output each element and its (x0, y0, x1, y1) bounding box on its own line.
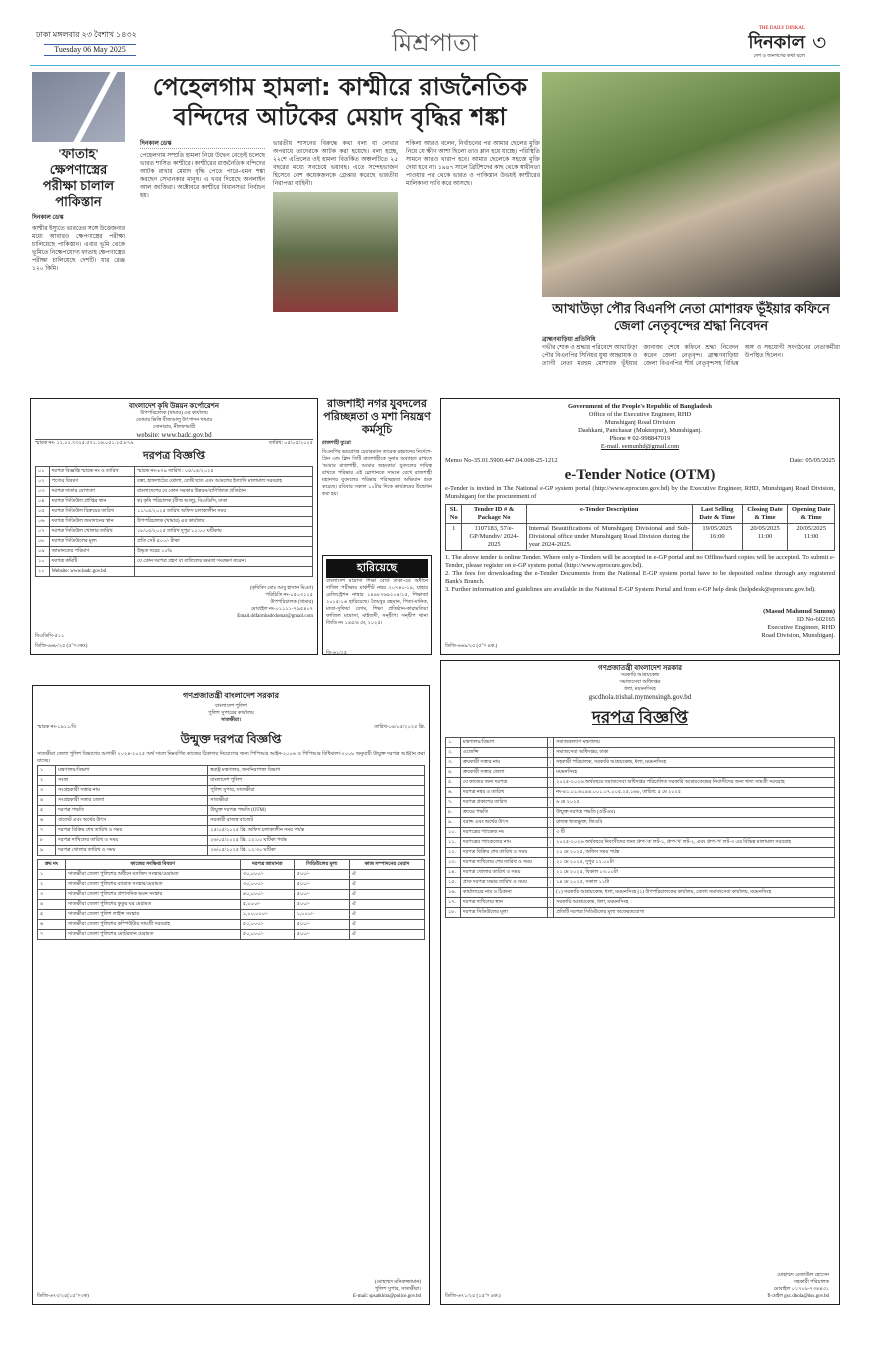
photo-story-byline: ব্রাহ্মণবাড়িয়া প্রতিনিধি (542, 337, 596, 343)
separator: : (547, 818, 553, 828)
table-cell: সংস্থা (56, 776, 208, 786)
table-cell: জামানতের পরিমাণ (49, 547, 134, 557)
tribute-photo (542, 72, 840, 297)
table-cell: ১৪. (446, 868, 461, 878)
table-cell: ৫০,০০০/- (240, 920, 294, 930)
table-row (36, 537, 313, 547)
table-cell: ৩. (446, 758, 461, 768)
separator: : (547, 868, 553, 878)
table-row (38, 806, 425, 816)
table-cell: ১৩. (446, 858, 461, 868)
column-header: ক্রম নং (38, 860, 66, 870)
table-cell: ৫ (38, 806, 56, 816)
table-cell: ৯. (446, 818, 461, 828)
table-cell: ১,০০,০০০/- (240, 910, 294, 920)
date-bangla: ঢাকা মঙ্গলবার ২৩ বৈশাখ ১৪৩২ (36, 30, 137, 39)
table-cell: ঐ (349, 870, 424, 880)
table-cell: ১৬. (446, 888, 461, 898)
rajshahi-headline: রাজশাহী নগর যুবদলের পরিচ্ছন্নতা ও মশা নিয়ন্ত্রণ কর্মসূচি (323, 398, 431, 436)
table-cell: মন্ত্রণালয়/বিভাগ (56, 766, 208, 776)
column-header: সিডিউলের মূল্য (294, 860, 349, 870)
separator: : (547, 748, 553, 758)
lead-photo (273, 192, 398, 312)
side-headline: 'ফাতাহ' ক্ষেপণাস্ত্রের পরীক্ষা চালাল পাকিস্তান (42, 146, 115, 209)
table-row (36, 487, 313, 497)
table-cell: ৩ (38, 786, 56, 796)
table-cell: ২০২৫-২০২৬ অর্থবছরে নিবাসীদের জন্য গ্রুপ-'ক' লট-১, গ্রুপ-'খ' লট-২, এবং গ্রুপ-'গ' লট-৩ এর বিভিন্ন মালামাল সরবরাহ (554, 838, 835, 848)
table-cell: সমাজসেবা অধিদপ্তর, ঢাকা (554, 748, 835, 758)
table-cell: ক্রয়কারী সত্তার নাম (460, 758, 547, 768)
table-cell: দরপত্র বিক্রির শেষ তারিখ ও সময় (460, 848, 547, 858)
table-cell: ঐ (349, 930, 424, 940)
separator: : (547, 768, 553, 778)
lead-col-1: পেহেলগাম সম্প্রতি হামলা নিয়ে উদ্বেগ বেড়েই চলেছে ভারত শাসিত কাশ্মীরে। কাশ্মীরের রাজনৈতিক বন্দিদের আটক রাখার মেয়াদ বৃদ্ধি পেতে পারে-এমন শঙ্কা করছেন সেখানকার মানুষ। এ খবর দিয়েছে অনলাইন আল জাজিরা। অক্টোবরে কাশ্মীরে বিধানসভা নির্বাচন হয়। (140, 153, 265, 199)
table-cell: বাংলাদেশের যে কোন সরকার উন্নয়ন/বাণিজ্যিক প্রতিষ্ঠান (135, 487, 313, 497)
badc-title: দরপত্র বিজ্ঞপ্তি (142, 450, 206, 462)
table-cell: দরপত্র দাখিলের তারিখ ও সময় (56, 836, 208, 846)
separator: : (547, 888, 553, 898)
table-cell: ২০ মে ২০২৫, অফিস সময় পর্যন্ত (554, 848, 835, 858)
table-cell: ৫০০/- (294, 900, 349, 910)
table-cell: ০৮ (36, 537, 50, 547)
table-cell: উন্মুক্ত দরপত্র পদ্ধতি (OTM) (208, 806, 425, 816)
table-cell: ৯ (38, 846, 56, 856)
table-row (446, 898, 835, 908)
table-cell: ৩০,০০০/- (240, 880, 294, 890)
table-cell: ০৫ (36, 507, 50, 517)
date-english: Tuesday 06 May 2025 (44, 44, 136, 56)
table-row (446, 768, 835, 778)
table-row (38, 846, 425, 856)
table-cell: দরপত্র দাখিলের শেষ তারিখ ও সময় (460, 858, 547, 868)
table-cell: ১৭. (446, 898, 461, 908)
table-row (36, 497, 313, 507)
table-cell: দরপত্র পদ্ধতি (56, 806, 208, 816)
table-row (38, 880, 425, 890)
table-cell: ৩ টি (554, 828, 835, 838)
table-row (446, 808, 835, 818)
table-cell: দরপত্র দাখিলের স্থান (460, 898, 547, 908)
table-cell: মন্ত্রণালয়/বিভাগ (460, 738, 547, 748)
rajshahi-story (322, 398, 432, 552)
table-cell: দরপত্র সিডিউলের মূল্য (460, 908, 547, 918)
table-cell: ১১ (36, 567, 50, 577)
table-cell: ১ (38, 766, 56, 776)
table-row (446, 848, 835, 858)
tender-note: 3. Further information and guidelines are available in the National E-GP System Portal and from e-GP help desk (helpdesk@eprocure.gov.bd). (445, 586, 816, 593)
table-cell: ২. (446, 748, 461, 758)
table-cell: ৩০,০০০/- (240, 870, 294, 880)
side-story (32, 72, 125, 392)
table-cell: স্মারক নং-৮৭৯ তারিখ : ০৫/০৫/২০২৫ (135, 467, 313, 477)
lead-col-2: ভারতীয় শাসনের বিরুদ্ধে কথা বলা বা লেখার অপরাধে তাদেরকে আটক করা হয়েছে। বলা হচ্ছে, ২২শে এপ্রিলের ওই হামলা বিতর্কিত অঞ্চলটিতে ২৫ বছরের মধ্যে সবচেয়ে ভয়াবহ। এতে সন্দেহভাজন হিসেবে বেশ কয়েকজনকে গ্রেপ্তার করেছে ভারতীয় নিরাপত্তা বাহিনী। (273, 141, 398, 187)
table-cell: ৭. (446, 798, 461, 808)
table-cell: ৪ (38, 900, 66, 910)
police-title: উন্মুক্ত দরপত্র বিজ্ঞপ্তি (180, 732, 282, 746)
missile-photo (32, 72, 125, 142)
table-row (446, 748, 835, 758)
table-cell: 20/05/2025 11:00 (742, 524, 788, 551)
table-cell: সরকারী রাজস্ব বাজেট (208, 816, 425, 826)
separator: : (547, 858, 553, 868)
column-header: SL No (446, 505, 462, 524)
table-cell: ১ (38, 870, 66, 880)
table-cell: ৬ মে ২০২৫ (554, 798, 835, 808)
column-header: Opening Date & Time (788, 505, 835, 524)
table-cell: 19/05/2025 16:00 (692, 524, 742, 551)
table-row (36, 507, 313, 517)
header-rule (30, 65, 840, 66)
table-cell: ১৪ মে ২০২৫, সকাল ১১টা (554, 878, 835, 888)
table-cell: ২০২৫-২০২৬ অর্থবছরে সমাজসেবা অধিদপ্তর পরিচালিত সরকারি আশ্রয়কেন্দ্রের নিবাসীদের জন্য খাদ্য সামগ্রী সরবরাহ (554, 778, 835, 788)
table-cell: ১১. (446, 838, 461, 848)
table-cell: ময়মনসিংহ (554, 768, 835, 778)
table-cell: ৪০,০০০/- (240, 890, 294, 900)
etender-title: e-Tender Notice (OTM) (564, 467, 716, 483)
table-row (36, 527, 313, 537)
table-row (38, 920, 425, 930)
table-cell: ৩ (38, 890, 66, 900)
table-row (38, 796, 425, 806)
table-cell: ৫ (38, 910, 66, 920)
table-row (38, 826, 425, 836)
table-cell: ১০. (446, 828, 461, 838)
table-cell: ঐ (349, 900, 424, 910)
social-info-table (445, 737, 835, 918)
table-cell: ০৬ (36, 517, 50, 527)
police-info-table (37, 765, 425, 856)
table-cell: Website: www.badc.gov.bd (49, 567, 134, 577)
table-cell: ৭ (38, 826, 56, 836)
table-cell: উন্মুক্ত দরপত্র পদ্ধতি (ওটিএম) (554, 808, 835, 818)
table-cell: ৬ (38, 816, 56, 826)
separator: : (547, 778, 553, 788)
table-cell: উপপরিচালক (খামার) এর কার্যালয় (135, 517, 313, 527)
tender-note: 1. The above tender is online Tender. Where only e-Tenders will be accepted in e-GP portal and no Offline/hard copies will be accepted. To submit e-Tender, please register on e-GP system portal (http://www.eprocure.gov.bd). (445, 554, 835, 569)
table-cell: ৪. (446, 768, 461, 778)
table-cell: সরকারি আশ্রয়কেন্দ্র, ধলা, ময়মনসিংহ (554, 898, 835, 908)
table-cell: সমাজকল্যাণ মন্ত্রণালয় (554, 738, 835, 748)
table-cell: ৭ (38, 930, 66, 940)
table-cell: ০২ (36, 477, 50, 487)
table-cell: দরপত্র সিডিউল বিক্রয়ের তারিখ (49, 507, 134, 517)
table-cell: ৪ (38, 796, 56, 806)
table-cell: সংগ্রহকারী সত্তার নাম (56, 786, 208, 796)
table-row (38, 816, 425, 826)
table-cell: ক্রয়কারী সত্তার জেলা (460, 768, 547, 778)
table-cell: দরপত্র খোলার তারিখ ও সময় (56, 846, 208, 856)
table-cell: ৮ (38, 836, 56, 846)
side-body: কাশ্মীর ইস্যুতে ভারতের সঙ্গে উত্তেজনার মধ্যে আবারও ক্ষেপণাস্ত্রের পরীক্ষা চালিয়েছে পাকিস্তান। এবার ভূমি থেকে ভূমিতে নিক্ষেপযোগ্য ফাতাহ ক্ষেপণাস্ত্রের পরীক্ষা চালিয়েছে দেশটি। যার রেঞ্জ ১২০ কিমি। (32, 226, 125, 272)
table-cell: দরপত্র কমিটি (49, 557, 134, 567)
table-cell: ৫০০/- (294, 920, 349, 930)
separator: : (547, 798, 553, 808)
table-cell: 1 (446, 524, 462, 551)
table-cell (135, 567, 313, 577)
table-row (38, 930, 425, 940)
table-cell: ১. (446, 738, 461, 748)
table-cell: ০৪ (36, 497, 50, 507)
table-row (38, 766, 425, 776)
etender-table (445, 504, 835, 551)
table-cell: ৬. (446, 788, 461, 798)
table-cell: ০৩ (36, 487, 50, 497)
table-cell: ০৯ (36, 547, 50, 557)
separator: : (547, 788, 553, 798)
table-cell: সহকারী পরিচালক, সরকারি আশ্রয়কেন্দ্র, ধলা, ময়মনসিংহ (554, 758, 835, 768)
table-row (446, 878, 835, 888)
table-cell: 1107183, 57/e- GP/Mundiv/ 2024-2025 (462, 524, 526, 551)
table-cell: সাতক্ষীরা জেলা পুলিশের অধীনে মসজিদ সংস্কার/মেরামত (65, 870, 240, 880)
table-row (446, 778, 835, 788)
table-cell: ৫০০/- (294, 870, 349, 880)
table-row (446, 818, 835, 828)
table-cell: ১৫. (446, 878, 461, 888)
table-cell: ১০ (36, 557, 50, 567)
table-cell: ঐ (349, 920, 424, 930)
table-cell: সাতক্ষীরা জেলা পুলিশের কুকুর ঘর মেরামত (65, 900, 240, 910)
lead-col-3: শকিলা আরও বলেন, নির্বাচনের পর আমার ছেলের মুক্তি নিয়ে যে ক্ষীণ আশা ছিলো তাও ম্লান হয়ে যাচ্ছে। পরিস্থিতি সামনে আরও খারাপ হবে। আমার ছেলেকে সহজে মুক্তি দেয়া হবে না। ১৯৪৭ সালে ব্রিটিশদের কাছ থেকে স্বাধীনতা পাওয়ার পর থেকে ভারত ও পাকিস্তান উভয়ই কাশ্মীরের মালিকানা দাবি করে আসছে। (406, 141, 540, 187)
lost-notice: হারিয়েছে বাংলাদেশ মাদ্রাসা শিক্ষা বোর্ড ঢাকা-এর অধীনে দাখিল পরীক্ষার মার্কশীট নম্বর ২০৭৪০-১৯, যাহার রেজিস্ট্রেশন নাম্বার ১৪৯৮৭৬৯২০৪/১৫, শিক্ষাবর্ষ ২০১৫-১৬ হারিয়েছে। তৈয়বুর রহমান, পিতা-মানিক, মাতা-সুফিয়া বেগম, শিক্ষা প্রতিষ্ঠান-কারামতিয়া ফাজিল মাদ্রাসা, মাইজদী, সন্দ্বীপ। সন্দ্বীপ থানা জিডি নং ১৪৫/৪ মে, ২০২৫। ডি-৬১/২৫ (322, 555, 432, 655)
table-cell: ২৬/০৫/২০২৫ খ্রি. ১২:০০ ঘটিকা পর্যন্ত (208, 836, 425, 846)
table-cell: ৫০০/- (294, 880, 349, 890)
table-cell: ১২. (446, 848, 461, 858)
column-header: দরপত্র জামানত (240, 860, 294, 870)
table-cell: ২১ মে ২০২৫, দুপুর ১২.০০টা (554, 858, 835, 868)
table-cell: সাতক্ষীরা জেলা পুলিশের ব্যারাক সংস্কার/মেরামত (65, 880, 240, 890)
separator: : (547, 738, 553, 748)
table-cell: ০১ (36, 467, 50, 477)
table-cell: উদ্ধৃত দরের ১০% (135, 547, 313, 557)
table-cell: ০৭ (36, 527, 50, 537)
table-cell: ১৮/০৫/২০২৫ তারিখ দুপুর ১২:০০ ঘটিকায় (135, 527, 313, 537)
table-cell: ক্রয়ের পদ্ধতি (460, 808, 547, 818)
separator: : (547, 878, 553, 888)
lead-headline: পেহেলগাম হামলা: কাশ্মীরে রাজনৈতিক বন্দিদের আটকের মেয়াদ বৃদ্ধির শঙ্কা (152, 73, 528, 131)
table-cell: প্রাক দরপত্র সভার তারিখ ও সময় (460, 878, 547, 888)
separator: : (547, 828, 553, 838)
table-cell: দরপত্রের প্যাকেজ নং (460, 828, 547, 838)
column-header: e-Tender Description (526, 505, 692, 524)
table-row (38, 890, 425, 900)
table-cell: এজেন্সি (460, 748, 547, 758)
separator: : (547, 848, 553, 858)
table-cell: ঐ (349, 890, 424, 900)
table-row (36, 567, 313, 577)
table-row (446, 838, 835, 848)
photo-story (542, 72, 840, 394)
rajshahi-byline: রাজশাহী ব্যুরো (322, 441, 351, 446)
table-cell: দরপত্র খোলার তারিখ ও সময় (460, 868, 547, 878)
table-cell: ২১ মে ২০২৫, বিকাল ০৩.০০টা (554, 868, 835, 878)
table-row (38, 870, 425, 880)
table-cell: প্রতি সেট ৫০০/- টাকা (135, 537, 313, 547)
table-cell: দরপত্র সিডিউলের মূল্য (49, 537, 134, 547)
table-cell: পণ্যের বিবরণ (49, 477, 134, 487)
table-cell: ৮. (446, 808, 461, 818)
separator: : (547, 758, 553, 768)
column-header: কাজের সংক্ষিপ্ত বিবরণ (65, 860, 240, 870)
table-cell: বরাদ্দ এবং অর্থের উৎস (460, 818, 547, 828)
badc-table (35, 466, 313, 577)
table-cell: (১) সরকারি আশ্রয়কেন্দ্র, ধলা, ময়মনসিংহ (২) উপপরিচালকের কার্যালয়, জেলা সমাজসেবা কার্যালয়, ময়মনসিংহ (554, 888, 835, 898)
table-cell: ঐ (349, 910, 424, 920)
table-cell: যে কাজের জন্য দরপত্র (460, 778, 547, 788)
table-cell: দরপত্র দাতার যোগ্যতা (49, 487, 134, 497)
table-cell: ১১/০৫/২০২৫ তারিখ অফিস চলাকালীন সময় (135, 507, 313, 517)
table-cell: ২ (38, 776, 56, 786)
etender-notice: Government of the People's Republic of Bangladesh Office of the Executive Engineer, RHD Munshiganj Road Division Dashkani, Panchasar (Mukterpur), Munshiganj. Phone # 02-998847019 E-mail. eemunhd@gmail.com Memo No-35.01.5900.447.04.008-25-1212 Date: 05/05/2025 e-Tender Notice (OTM) e-Tender is invited in The National e-GP system portal (http://www.eprocure.gov.bd) by the Executive Engineer, RHD, Munshiganj Road Division, Munshiganj for the procurement of SL No Tender ID # & Package No e-Tender Description Last Selling Date & Time Closing Date & Time Opening Date & Time 1 1107183, 57/e- GP/Mundiv/ 2024-2025 Internal Beautifications of Munshiganj Divisional and Sub-Divisional office under Munshiganj Road Division during the year 2024-2025. 19/05/2025 16:00 20/05/2025 11:00 20/05/2025 11:00 1. The above tender is online Tender. Where only e-Tenders will be accepted in e-GP portal and no Offline/hard copies will be accepted. To submit e-Tender, please register on e-GP system portal (http://www.eprocure.gov.bd). 2. The fees for downloading the e-Tender Documents from the National E-GP system portal have to be deposited online through any registered Bank's Branch. 3. Further information and guidelines are available in the National E-GP System Portal and from e-GP help desk (helpdesk@eprocure.gov.bd). (Masud Mahmud Sumon) ID No-602165 Executive Engineer, RHD Road Division, Munshiganj. ডিজি-৬৬৯/২৫ (৫"× ৪ক.) (440, 398, 840, 655)
table-row (38, 776, 425, 786)
table-row (38, 786, 425, 796)
table-row (36, 467, 313, 477)
table-cell: যে কোন দরপত্র গ্রহণ বা বাতিলের ক্ষমতা সংরক্ষণ করেন। (135, 557, 313, 567)
table-cell: ৫. (446, 778, 461, 788)
table-cell: ৫০০/- (294, 890, 349, 900)
table-cell: ২৬/০৫/২০২৫ খ্রি. ১২:৩০ ঘটিকা (208, 846, 425, 856)
tender-note: 2. The fees for downloading the e-Tender Documents from the National E-GP system portal have to be deposited online through any registered Bank's Branch. (445, 570, 835, 585)
table-cell: নং-৪১.০১.৬১৯৪.০০১.০৭.০০৫.২৫.১৬৮, তারিখ: ৫ মে ২০২৫ (554, 788, 835, 798)
table-cell: দরপত্রের প্যাকেজের নাম (460, 838, 547, 848)
table-row (446, 888, 835, 898)
table-cell: 20/05/2025 11:00 (788, 524, 835, 551)
table-cell: বস্তা, হাফলাঠের ঝোলা, তেষ্টি ছাত এবং আমলের ইত্যাদি মালামাল সরবরাহ (135, 477, 313, 487)
lead-story (140, 72, 540, 392)
police-tender-notice: গণপ্রজাতন্ত্রী বাংলাদেশ সরকার বাংলাদেশ পুলিশ পুলিশ সুপারের কার্যালয় সাতক্ষীরা। স্মারক নং-১৯১১/বি তারিখ-০৪/০৫/২০২৫ খ্রি. উন্মুক্ত দরপত্র বিজ্ঞপ্তি সাতক্ষীরা জেলা পুলিশ বিভাগের আগামী ২০২৪-২০২৫ অর্থ সালে নিম্নবর্ণিত কাজের ঠিকাদার নিয়োগের জন্য পিপিআর আইন-২০০৬ ও পিপিআর বিধিমালা-২০০৮ অনুযায়ী উন্মুক্ত দরপত্র আহ্বান করা যাচ্ছে। ১ মন্ত্রণালয়/বিভাগ স্বরাষ্ট্র মন্ত্রণালয়, জননিরাপত্তা বিভাগ ২ সংস্থা বাংলাদেশ পুলিশ ৩ সংগ্রহকারী সত্তার নাম পুলিশ সুপার, সাতক্ষীরা ৪ সংগ্রহকারী সত্তার জেলা সাতক্ষীরা ৫ দরপত্র পদ্ধতি উন্মুক্ত দরপত্র পদ্ধতি (OTM) ৬ বাজেট এবং অর্থের উৎস সরকারী রাজস্ব বাজেট ৭ দরপত্র বিক্রির শেষ তারিখ ও সময় ২৫/০৫/২০২৫ খ্রি. অফিস চলাকালীন সময় পর্যন্ত ৮ দরপত্র দাখিলের তারিখ ও সময় ২৬/০৫/২০২৫ খ্রি. ১২:০০ ঘটিকা পর্যন্ত ৯ দরপত্র খোলার তারিখ ও সময় ২৬/০৫/২০২৫ খ্রি. ১২:৩০ ঘটিকা ক্রম নং কাজের সংক্ষিপ্ত বিবরণ দরপত্র জামানত সিডিউলের মূল্য কাজ সম্পাদনের মেয়াদ ১ সাতক্ষীরা জেলা পুলিশের অধীনে মসজিদ সংস্কার/মেরামত ৩০,০০০/- ৫০০/- ঐ ২ সাতক্ষীরা জেলা পুলিশের ব্যারাক সংস্কার/মেরামত ৩০,০০০/- ৫০০/- ঐ ৩ সাতক্ষীরা জেলা পুলিশের প্রশাসনিক ভবন সংস্কার ৪০,০০০/- ৫০০/- ঐ ৪ সাতক্ষীরা জেলা পুলিশের কুকুর ঘর মেরামত ৫,০০০/- ৫০০/- ঐ ৫ সাতক্ষীরা জেলা পুলিশ লাইন্স সংস্কার ১,০০,০০০/- ১,০০০/- ঐ ৬ সাতক্ষীরা জেলা পুলিশের কম্পিউটার সামগ্রী সরবরাহ ৫০,০০০/- ৫০০/- ঐ ৭ সাতক্ষীরা জেলা পুলিশের মোটরযান মেরামত ৫০,০০০/- ৫০০/- ঐ (মোহাম্মদ মনিরুজ্জামান) পুলিশ সুপার, সাতক্ষীরা। E-mail: spsatkhira@police.gov.bd ডিজি-৬৭৩/২৫(১৫"×৩ক) (32, 685, 430, 1305)
table-row (36, 517, 313, 527)
photo-story-headline: আখাউড়া পৌর বিএনপি নেতা মোশারফ ভূঁইয়ার কফিনে জেলা নেতৃবৃন্দের শ্রদ্ধা নিবেদন (552, 301, 830, 333)
table-row (36, 557, 313, 567)
lead-byline: দিনকাল ডেস্ক (140, 140, 265, 149)
table-cell: ঐ (349, 880, 424, 890)
section-title: মিশ্রপাতা (392, 29, 478, 57)
table-cell: ৫০০/- (294, 930, 349, 940)
table-cell: দরপত্র প্রকাশের তারিখ (460, 798, 547, 808)
table-cell: সাতক্ষীরা (208, 796, 425, 806)
table-cell: ২ (38, 880, 66, 890)
table-row (36, 547, 313, 557)
table-cell: ৬ (38, 920, 66, 930)
social-title: দরপত্র বিজ্ঞপ্তি (592, 708, 688, 727)
table-cell: দরপত্র সিডিউল জমাদানের স্থান (49, 517, 134, 527)
column-header: Tender ID # & Package No (462, 505, 526, 524)
badc-tender-notice: বাংলাদেশ কৃষি উন্নয়ন কর্পোরেশন উপপরিচালক (খামার) এর কার্যালয় ডোমার ভিত্তি বীজআলু উৎপাদন খামার সোনারায়, নীলফামারী website: www.badc.gov.bd স্মারক নং- ১২.০২.৭৩১৫.৫৭১.১৬.০৫১.২৫.৮৭৯ তারিখ: ০৫/০৫/২০২৫ দরপত্র বিজ্ঞপ্তি ০১ দরপত্র বিজ্ঞপ্তি স্মারক নং ও তারিখ স্মারক নং-৮৭৯ তারিখ : ০৫/০৫/২০২৫ ০২ পণ্যের বিবরণ বস্তা, হাফলাঠের ঝোলা, তেষ্টি ছাত এবং আমলের ইত্যাদি মালামাল সরবরাহ ০৩ দরপত্র দাতার যোগ্যতা বাংলাদেশের যে কোন সরকার উন্নয়ন/বাণিজ্যিক প্রতিষ্ঠান ০৪ দরপত্র সিডিউল প্রাপ্তির স্থান ক) কৃষি পরিচালক (বীজ আলু), বিএডিসি, ঢাকা ০৫ দরপত্র সিডিউল বিক্রয়ের তারিখ ১১/০৫/২০২৫ তারিখ অফিস চলাকালীন সময় ০৬ দরপত্র সিডিউল জমাদানের স্থান উপপরিচালক (খামার) এর কার্যালয় ০৭ দরপত্র সিডিউল খোলার তারিখ ১৮/০৫/২০২৫ তারিখ দুপুর ১২:০০ ঘটিকায় ০৮ দরপত্র সিডিউলের মূল্য প্রতি সেট ৫০০/- টাকা ০৯ জামানতের পরিমাণ উদ্ধৃত দরের ১০% ১০ দরপত্র কমিটি যে কোন দরপত্র গ্রহণ বা বাতিলের ক্ষমতা সংরক্ষণ করেন। ১১ Website: www.badc.gov.bd (কৃষিবিদ মোঃ আবু হাসান মিঞা) পরিচিতি নং-০৫০৩১২৫ উপপরিচালক (খামার) মোবাইল নং-০১১১১-৭৯৫৪০৭ Email.ddfarmbadcdomar@gmail.com বিএডিসি-৫১১ ডিজি-৬৬৮/২৫ (৫"×৩কঃ) (30, 398, 318, 655)
table-cell: ৫০,০০০/- (240, 930, 294, 940)
social-service-tender-notice: গণপ্রজাতন্ত্রী বাংলাদেশ সরকার সরকারি আশ্রয়কেন্দ্র সমাজসেবা অধিদপ্তর ধলা, ময়মনসিংহ gscdhola.trishal.mymensingh.gov.bd দরপত্র বিজ্ঞপ্তি ১. মন্ত্রণালয়/বিভাগ : সমাজকল্যাণ মন্ত্রণালয় ২. এজেন্সি : সমাজসেবা অধিদপ্তর, ঢাকা ৩. ক্রয়কারী সত্তার নাম : সহকারী পরিচালক, সরকারি আশ্রয়কেন্দ্র, ধলা, ময়মনসিংহ ৪. ক্রয়কারী সত্তার জেলা : ময়মনসিংহ ৫. যে কাজের জন্য দরপত্র : ২০২৫-২০২৬ অর্থবছরে সমাজসেবা অধিদপ্তর পরিচালিত সরকারি আশ্রয়কেন্দ্রের নিবাসীদের জন্য খাদ্য সামগ্রী সরবরাহ ৬. দরপত্র নম্বর ও তারিখ : নং-৪১.০১.৬১৯৪.০০১.০৭.০০৫.২৫.১৬৮, তারিখ: ৫ মে ২০২৫ ৭. দরপত্র প্রকাশের তারিখ : ৬ মে ২০২৫ ৮. ক্রয়ের পদ্ধতি : উন্মুক্ত দরপত্র পদ্ধতি (ওটিএম) ৯. বরাদ্দ এবং অর্থের উৎস : রাজস্ব খাতভুক্ত, জিওবি ১০. দরপত্রের প্যাকেজ নং : ৩ টি ১১. দরপত্রের প্যাকেজের নাম : ২০২৫-২০২৬ অর্থবছরে নিবাসীদের জন্য গ্রুপ-'ক' লট-১, গ্রুপ-'খ' লট-২, এবং গ্রুপ-'গ' লট-৩ এর বিভিন্ন মালামাল সরবরাহ ১২. দরপত্র বিক্রির শেষ তারিখ ও সময় : ২০ মে ২০২৫, অফিস সময় পর্যন্ত ১৩. দরপত্র দাখিলের শেষ তারিখ ও সময় : ২১ মে ২০২৫, দুপুর ১২.০০টা ১৪. দরপত্র খোলার তারিখ ও সময় : ২১ মে ২০২৫, বিকাল ০৩.০০টা ১৫. প্রাক দরপত্র সভার তারিখ ও সময় : ১৪ মে ২০২৫, সকাল ১১টা ১৬. কার্যালয়ের নাম ও ঠিকানা : (১) সরকারি আশ্রয়কেন্দ্র, ধলা, ময়মনসিংহ (২) উপপরিচালকের কার্যালয়, জেলা সমাজসেবা কার্যালয়, ময়মনসিংহ ১৭. দরপত্র দাখিলের স্থান : সরকারি আশ্রয়কেন্দ্র, ধলা, ময়মনসিংহ ১৮. দরপত্র সিডিউলের মূল্য : প্রতিটি দরপত্র সিডিউলের মূল্য অফেরতযোগ্য মোহাম্মদ রেজাউল হোসেন সহকারী পরিচালক মোবাইল ০১৭০৯-৭৩৪৪৩১ ই-মেইল gsc.dhola@dss.gov.bd ডিজি-৬৭১/২৫ (১৫"× ৪ক.) (440, 660, 840, 1305)
table-row (446, 908, 835, 918)
table-row (38, 900, 425, 910)
table-cell: কার্যালয়ের নাম ও ঠিকানা (460, 888, 547, 898)
table-row (446, 738, 835, 748)
table-cell: দরপত্র বিক্রির শেষ তারিখ ও সময় (56, 826, 208, 836)
police-works-table (37, 859, 425, 940)
table-cell: সাতক্ষীরা জেলা পুলিশ লাইন্স সংস্কার (65, 910, 240, 920)
page-number: ৩ (812, 30, 827, 55)
table-cell: দরপত্র সিডিউল খোলার তারিখ (49, 527, 134, 537)
table-row (38, 910, 425, 920)
table-cell: দরপত্র বিজ্ঞপ্তি স্মারক নং ও তারিখ (49, 467, 134, 477)
table-cell: দরপত্র সিডিউল প্রাপ্তির স্থান (49, 497, 134, 507)
table-cell: পুলিশ সুপার, সাতক্ষীরা (208, 786, 425, 796)
side-byline: দিনকাল ডেস্ক (32, 215, 64, 221)
separator: : (547, 838, 553, 848)
table-cell: ২৫/০৫/২০২৫ খ্রি. অফিস চলাকালীন সময় পর্যন্ত (208, 826, 425, 836)
table-cell: স্বরাষ্ট্র মন্ত্রণালয়, জননিরাপত্তা বিভাগ (208, 766, 425, 776)
photo-story-body: গভীর শোক ও শ্রদ্ধার পরিবেশে আখাউড়া পৌর বিএনপির সিনিয়র যুগ্ম আহ্বায়ক ও ত্যাগী নেতা মরহুম মোশারফ ভূঁইয়ার জানাজা শেষে কফিনে শ্রদ্ধা নিবেদন করেন জেলা নেতৃবৃন্দ। ব্রাহ্মণবাড়িয়া জেলা বিএনপির শীর্ষ নেতৃবৃন্দসহ বিভিন্ন অঙ্গ ও সহযোগী সংগঠনের নেতাকর্মীরা উপস্থিত ছিলেন। (542, 345, 840, 367)
table-cell: ৫,০০০/- (240, 900, 294, 910)
table-row (446, 858, 835, 868)
table-cell: ১৮. (446, 908, 461, 918)
separator: : (547, 908, 553, 918)
separator: : (547, 808, 553, 818)
table-row (38, 836, 425, 846)
table-cell: দরপত্র নম্বর ও তারিখ (460, 788, 547, 798)
column-header: কাজ সম্পাদনের মেয়াদ (349, 860, 424, 870)
table-cell: সাতক্ষীরা জেলা পুলিশের মোটরযান মেরামত (65, 930, 240, 940)
table-cell: রাজস্ব খাতভুক্ত, জিওবি (554, 818, 835, 828)
table-cell: বাজেট এবং অর্থের উৎস (56, 816, 208, 826)
masthead-logo: THE DAILY DINKAL দিনকাল দেশ ও জনগণের কথা বলে (748, 26, 805, 59)
column-header: Closing Date & Time (742, 505, 788, 524)
table-row (446, 798, 835, 808)
table-cell: ১,০০০/- (294, 910, 349, 920)
table-cell: প্রতিটি দরপত্র সিডিউলের মূল্য অফেরতযোগ্য (554, 908, 835, 918)
table-cell: সাতক্ষীরা জেলা পুলিশের কম্পিউটার সামগ্রী সরবরাহ (65, 920, 240, 930)
table-cell: বাংলাদেশ পুলিশ (208, 776, 425, 786)
separator: : (547, 898, 553, 908)
table-row (36, 477, 313, 487)
table-cell: সংগ্রহকারী সত্তার জেলা (56, 796, 208, 806)
table-row (446, 788, 835, 798)
table-cell: সাতক্ষীরা জেলা পুলিশের প্রশাসনিক ভবন সংস্কার (65, 890, 240, 900)
table-row (446, 868, 835, 878)
table-cell: Internal Beautifications of Munshiganj Divisional and Sub-Divisional office under Munshiganj Road Division during the year 2024-2025. (526, 524, 692, 551)
rajshahi-body: বিএনপির ভারপ্রাপ্ত চেয়ারম্যান তারেক রহমানের নির্দেশে-গ্রিন এন্ড ক্লিন সিটি রাজশাহীকে সুনাম অব্যাহত রাখতে 'আমার রাজশাহী, আমার অহংকার' যুবদলের দায়িত্ব রাখতে পরিষ্কার এই স্লোগানকে সামনে রেখে রাজশাহী মহানগর যুবদলের পরিষ্কার পরিচ্ছন্নতা অভিযান শুরু করেছে। রবিবার সকাল ১০টার দিকে কার্যক্রমের উদ্বোধন করা হয়। (322, 450, 432, 497)
table-row (446, 758, 835, 768)
column-header: Last Selling Date & Time (692, 505, 742, 524)
table-row (446, 828, 835, 838)
table-cell: ক) কৃষি পরিচালক (বীজ আলু), বিএডিসি, ঢাকা (135, 497, 313, 507)
